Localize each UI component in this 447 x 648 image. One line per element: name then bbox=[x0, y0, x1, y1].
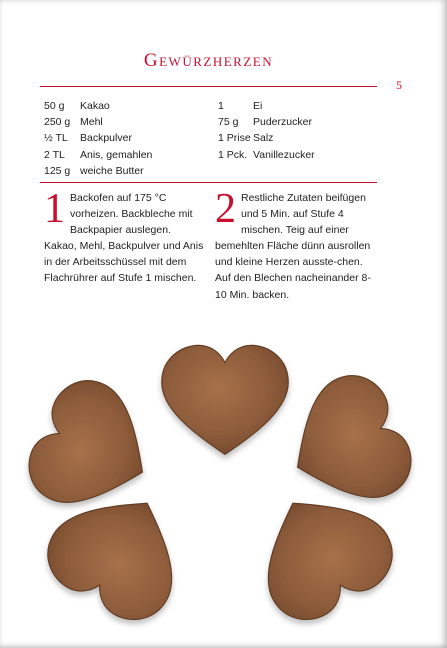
step-2 bbox=[215, 186, 377, 303]
step-number: 1 bbox=[44, 186, 65, 232]
ingredient-amount: 1 bbox=[218, 100, 224, 112]
ingredient-name: Salz bbox=[253, 132, 274, 145]
ingredient-name: Mehl bbox=[80, 116, 103, 129]
ingredient-row bbox=[218, 147, 315, 163]
ingredient-amount: 250 g bbox=[44, 116, 71, 129]
ingredient-amount: 50 g bbox=[44, 100, 65, 112]
cookie-heart bbox=[162, 345, 289, 454]
recipe-title: Gewürzherzen bbox=[143, 50, 274, 71]
ingredient-row bbox=[44, 163, 152, 179]
ingredient-row bbox=[44, 114, 152, 130]
step-1 bbox=[44, 186, 206, 287]
ingredient-name: Kakao bbox=[80, 100, 110, 112]
page-number: 5 bbox=[396, 78, 402, 92]
step-text: Restliche Zutaten beifügen und 5 Min. auf Stufe 4 mischen. Teig auf einer bemehlten Fläche dünn ausrollen und kleine Herzen ausste-chen. Auf den Blechen nacheinander 8-10 Min. backen. bbox=[215, 192, 371, 301]
ingredient-amount: 1 Prise bbox=[218, 132, 251, 145]
cookie-heart bbox=[271, 364, 423, 525]
ingredient-name: Anis, gemahlen bbox=[80, 148, 153, 161]
ingredient-list-left bbox=[44, 98, 152, 179]
ingredient-row bbox=[218, 114, 315, 130]
ingredient-amount: 1 Pck. bbox=[218, 148, 248, 161]
top-divider bbox=[40, 86, 377, 87]
ingredient-amount: ½ TL bbox=[44, 132, 68, 145]
cookie-photo bbox=[0, 340, 447, 640]
ingredient-list-right bbox=[218, 98, 315, 163]
ingredient-name: Ei bbox=[253, 100, 263, 112]
middle-divider bbox=[40, 182, 377, 183]
ingredient-name: Backpulver bbox=[80, 132, 132, 145]
ingredient-amount: 2 TL bbox=[44, 148, 65, 161]
ingredient-name: Vanillezucker bbox=[253, 148, 315, 161]
ingredient-row bbox=[44, 98, 152, 114]
ingredient-name: weiche Butter bbox=[80, 164, 144, 177]
ingredient-row bbox=[218, 98, 315, 114]
ingredient-name: Puderzucker bbox=[253, 116, 312, 129]
step-number: 2 bbox=[215, 186, 236, 232]
ingredient-row bbox=[44, 147, 152, 163]
ingredient-row bbox=[44, 130, 152, 146]
ingredient-amount: 125 g bbox=[44, 164, 71, 177]
step-text: Backofen auf 175 °C vorheizen. Backbleche mit Backpapier auslegen. Kakao, Mehl, Backpulver und Anis in der Arbeitsschüssel mit dem Flachrührer auf Stufe 1 mischen. bbox=[44, 192, 204, 285]
ingredient-amount: 75 g bbox=[218, 116, 239, 129]
ingredient-row bbox=[218, 130, 315, 146]
